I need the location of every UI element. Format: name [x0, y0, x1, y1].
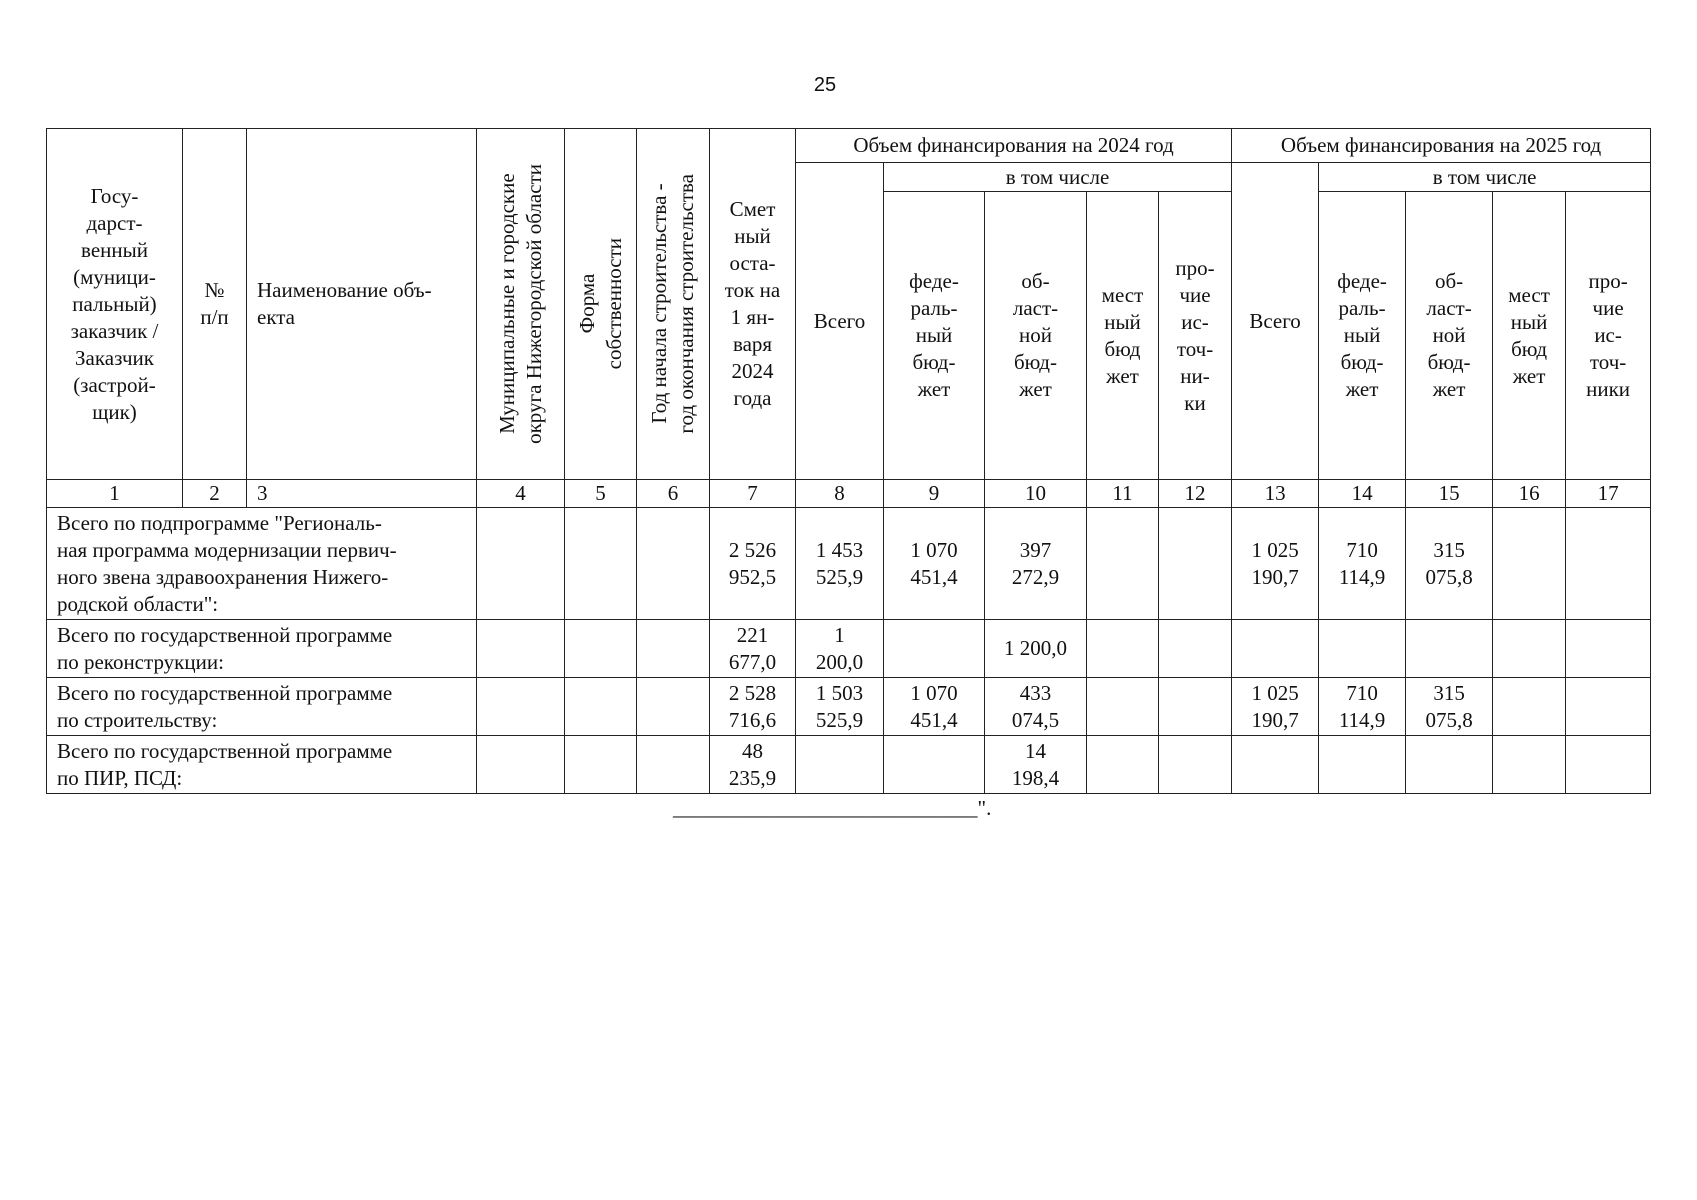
row-label: Всего по подпрограмме "Региональ- ная программа модернизации первич- ного звена здравоохранения Нижего- родской области":	[47, 508, 477, 620]
header-estimate: Смет ный оста- ток на 1 ян- варя 2024 года	[710, 129, 796, 480]
table-cell	[565, 678, 637, 736]
column-number: 10	[985, 480, 1087, 508]
header-number: № п/п	[183, 129, 247, 480]
row-label: Всего по государственной программе по строительству:	[47, 678, 477, 736]
table-cell	[477, 678, 565, 736]
closing-line: _____________________________".	[673, 796, 992, 820]
header-including-2024: в том числе	[884, 163, 1232, 192]
column-number: 4	[477, 480, 565, 508]
table-cell: 48 235,9	[710, 736, 796, 794]
table-cell	[477, 620, 565, 678]
table-cell	[1159, 736, 1232, 794]
table-cell: 1 453 525,9	[796, 508, 884, 620]
table-row	[47, 736, 1651, 794]
header-object-name: Наименование объ- екта	[247, 129, 477, 480]
table-cell: 1 070 451,4	[884, 678, 985, 736]
header-customer: Госу- дарст- венный (муници- пальный) заказчик / Заказчик (застрой- щик)	[47, 129, 183, 480]
table-cell	[637, 620, 710, 678]
table-cell: 397 272,9	[985, 508, 1087, 620]
header-local-2025: мест ный бюд жет	[1493, 192, 1566, 480]
table-cell	[1493, 508, 1566, 620]
table-cell: 2 528 716,6	[710, 678, 796, 736]
table-cell	[1232, 620, 1319, 678]
column-number: 1	[47, 480, 183, 508]
table-cell	[1493, 620, 1566, 678]
table-cell: 710 114,9	[1319, 678, 1406, 736]
table-cell	[565, 508, 637, 620]
header-federal-2025: феде- раль- ный бюд- жет	[1319, 192, 1406, 480]
column-number: 13	[1232, 480, 1319, 508]
table-cell	[884, 736, 985, 794]
header-including-2025: в том числе	[1319, 163, 1651, 192]
table-cell	[884, 620, 985, 678]
table-cell	[1319, 620, 1406, 678]
table-cell	[1159, 678, 1232, 736]
table-cell	[1087, 508, 1159, 620]
table-row	[47, 508, 1651, 620]
column-number: 9	[884, 480, 985, 508]
column-number: 2	[183, 480, 247, 508]
table-cell: 2 526 952,5	[710, 508, 796, 620]
table-row	[47, 678, 1651, 736]
table-cell	[637, 508, 710, 620]
table-cell: 1 070 451,4	[884, 508, 985, 620]
header-federal-2024: феде- раль- ный бюд- жет	[884, 192, 985, 480]
header-regional-2025: об- ласт- ной бюд- жет	[1406, 192, 1493, 480]
header-other-2025: про- чие ис- точ- ники	[1566, 192, 1651, 480]
table-cell: 221 677,0	[710, 620, 796, 678]
table-cell	[1232, 736, 1319, 794]
table-cell: 710 114,9	[1319, 508, 1406, 620]
header-other-2024: про- чие ис- точ- ни- ки	[1159, 192, 1232, 480]
column-number: 8	[796, 480, 884, 508]
table-cell	[477, 736, 565, 794]
header-ownership: Форма собственности	[565, 129, 637, 480]
table-cell	[1566, 736, 1651, 794]
table-cell	[1159, 508, 1232, 620]
column-number: 6	[637, 480, 710, 508]
table-cell: 1 200,0	[985, 620, 1087, 678]
header-financing-2025: Объем финансирования на 2025 год	[1232, 129, 1651, 163]
table-cell	[1087, 736, 1159, 794]
table-cell	[565, 620, 637, 678]
table-cell	[1566, 508, 1651, 620]
header-total-2025: Всего	[1232, 163, 1319, 480]
header-municipal: Муниципальные и городские округа Нижегородской области	[477, 129, 565, 480]
column-number: 17	[1566, 480, 1651, 508]
table-cell	[565, 736, 637, 794]
header-years: Год начала строительства - год окончания строительства	[637, 129, 710, 480]
header-local-2024: мест ный бюд жет	[1087, 192, 1159, 480]
column-number: 16	[1493, 480, 1566, 508]
header-regional-2024: об- ласт- ной бюд- жет	[985, 192, 1087, 480]
table-row	[47, 620, 1651, 678]
table-cell	[796, 736, 884, 794]
table-cell	[637, 736, 710, 794]
header-total-2024: Всего	[796, 163, 884, 480]
row-label: Всего по государственной программе по ПИР, ПСД:	[47, 736, 477, 794]
table-cell: 1 025 190,7	[1232, 508, 1319, 620]
column-number: 15	[1406, 480, 1493, 508]
table-cell	[1566, 620, 1651, 678]
table-cell	[1566, 678, 1651, 736]
table-cell	[1493, 678, 1566, 736]
table-cell	[1406, 736, 1493, 794]
table-cell: 14 198,4	[985, 736, 1087, 794]
table-cell: 1 200,0	[796, 620, 884, 678]
column-number: 11	[1087, 480, 1159, 508]
table-cell: 433 074,5	[985, 678, 1087, 736]
table-cell	[637, 678, 710, 736]
column-number: 14	[1319, 480, 1406, 508]
table-cell: 1 025 190,7	[1232, 678, 1319, 736]
table-cell	[1319, 736, 1406, 794]
table-cell	[1159, 620, 1232, 678]
table-cell: 315 075,8	[1406, 678, 1493, 736]
table-cell	[1493, 736, 1566, 794]
table-cell: 1 503 525,9	[796, 678, 884, 736]
column-number-row	[47, 480, 1651, 508]
column-number: 5	[565, 480, 637, 508]
table-cell: 315 075,8	[1406, 508, 1493, 620]
header-financing-2024: Объем финансирования на 2024 год	[796, 129, 1232, 163]
financing-table	[46, 128, 1651, 794]
column-number: 7	[710, 480, 796, 508]
page-number: 25	[813, 74, 837, 96]
row-label: Всего по государственной программе по реконструкции:	[47, 620, 477, 678]
column-number: 12	[1159, 480, 1232, 508]
column-number: 3	[247, 480, 477, 508]
table-cell	[477, 508, 565, 620]
table-cell	[1087, 678, 1159, 736]
table-cell	[1087, 620, 1159, 678]
table-cell	[1406, 620, 1493, 678]
